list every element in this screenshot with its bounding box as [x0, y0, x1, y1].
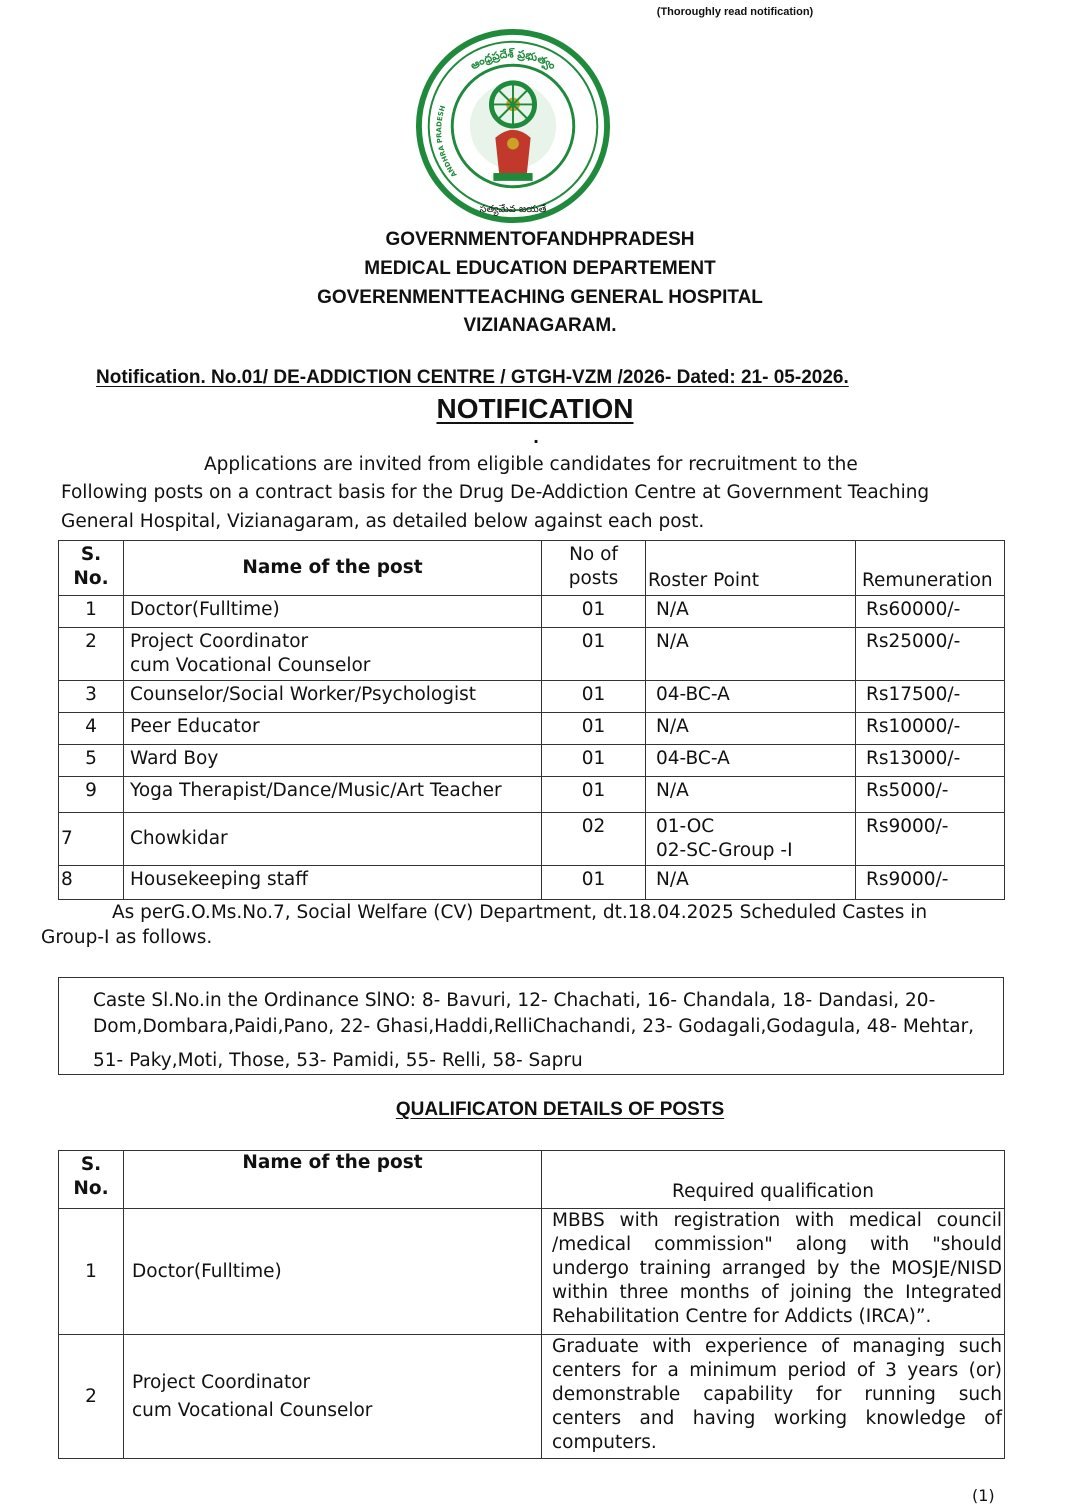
row-sno: 7 — [59, 813, 124, 866]
seal-motto: సత్యమేవ జయతే — [479, 204, 547, 216]
ordinance-line-1: Caste Sl.No.in the Ordinance SlNO: 8- Bavuri, 12- Chachati, 16- Chandala, 18- Dandasi, 20- — [93, 990, 936, 1011]
col-count-header: No of posts — [542, 541, 646, 596]
ordinance-line-3: 51- Paky,Moti, Those, 53- Pamidi, 55- Relli, 58- Sapru — [93, 1050, 583, 1071]
row-roster-point: 04-BC-A — [646, 745, 856, 777]
andhra-pradesh-emblem-icon — [415, 28, 611, 224]
qualification-table-header — [59, 1151, 1005, 1209]
row-roster-line: 01-OC — [656, 816, 715, 837]
header-line-2: MEDICAL EDUCATION DEPARTEMENT — [364, 258, 716, 279]
row-roster-point: N/A — [646, 777, 856, 813]
table-row — [59, 596, 1005, 628]
row-remuneration: Rs25000/- — [856, 628, 1005, 681]
qualification-line: within three months of joining the Integrated — [552, 1282, 1002, 1303]
qualification-line: demonstrable capability for running such — [552, 1384, 1002, 1405]
intro-line-3: General Hospital, Vizianagaram, as detailed below against each post. — [61, 511, 705, 532]
read-notice: (Thoroughly read notification) — [656, 6, 814, 18]
qrow-post-name — [124, 1335, 542, 1459]
row-roster-point: N/A — [646, 628, 856, 681]
row-sno: 4 — [59, 713, 124, 745]
qualification-line: centers and having working knowledge of — [552, 1408, 1002, 1429]
qrow-post-name — [124, 1209, 542, 1335]
qrow-sno: 2 — [59, 1335, 124, 1459]
row-remuneration: Rs5000/- — [856, 777, 1005, 813]
posts-table — [58, 540, 1005, 900]
notification-title: NOTIFICATION — [436, 393, 634, 424]
row-remuneration: Rs10000/- — [856, 713, 1005, 745]
qualification-line: /medical commission" along with "should — [552, 1234, 1002, 1255]
page-number: (1) — [972, 1486, 995, 1505]
qualification-line: Graduate with experience of managing such — [552, 1336, 1002, 1357]
row-post-name: Yoga Therapist/Dance/Music/Art Teacher — [124, 777, 542, 813]
qualification-heading: QUALIFICATON DETAILS OF POSTS — [395, 1099, 725, 1120]
seal-top-text: ఆంధ్రప్రదేశ్ ప్రభుత్వం — [468, 47, 558, 73]
table-row — [59, 713, 1005, 745]
qrow-required-qualification — [542, 1335, 1005, 1459]
header-line-1: GOVERNMENTOFANDHPRADESH — [385, 229, 695, 250]
row-post-name — [124, 628, 542, 681]
row-remuneration: Rs13000/- — [856, 745, 1005, 777]
row-remuneration: Rs9000/- — [856, 813, 1005, 866]
col-name-header: Name of the post — [124, 541, 542, 596]
header-line-3: GOVERENMENTTEACHING GENERAL HOSPITAL — [317, 287, 763, 308]
row-sno: 8 — [59, 866, 124, 900]
row-post-name-line: Project Coordinator — [130, 631, 309, 652]
posts-table-header — [59, 541, 1005, 596]
row-remuneration: Rs17500/- — [856, 681, 1005, 713]
qualification-table — [58, 1150, 1005, 1459]
table-row — [59, 1335, 1005, 1459]
row-roster-point: N/A — [646, 866, 856, 900]
qualification-line: computers. — [552, 1432, 657, 1453]
ordinance-line-2: Dom,Dombara,Paidi,Pano, 22- Ghasi,Haddi,RelliChachandi, 23- Godagali,Godagula, 48- Mehtar, — [93, 1016, 975, 1037]
row-post-count: 01 — [542, 596, 646, 628]
table-row — [59, 813, 1005, 866]
row-roster-point: N/A — [646, 596, 856, 628]
row-remuneration: Rs9000/- — [856, 866, 1005, 900]
qrow-post-name-line: cum Vocational Counselor — [132, 1399, 373, 1421]
row-roster-point: 04-BC-A — [646, 681, 856, 713]
qcol-sno-header: S. No. — [59, 1151, 124, 1209]
row-post-count: 01 — [542, 866, 646, 900]
row-post-count: 01 — [542, 628, 646, 681]
row-post-name: Counselor/Social Worker/Psychologist — [124, 681, 542, 713]
row-post-name: Doctor(Fulltime) — [124, 596, 542, 628]
row-sno: 2 — [59, 628, 124, 681]
go-note-line-2: Group-I as follows. — [41, 927, 213, 948]
go-note-line-1: As perG.O.Ms.No.7, Social Welfare (CV) Department, dt.18.04.2025 Scheduled Castes in — [112, 902, 928, 923]
row-remuneration: Rs60000/- — [856, 596, 1005, 628]
row-post-count: 01 — [542, 745, 646, 777]
qrow-post-name-line: Project Coordinator — [132, 1371, 311, 1393]
table-row — [59, 777, 1005, 813]
col-roster-header: Roster Point — [646, 541, 856, 596]
dot-mark: . — [533, 428, 540, 447]
row-sno: 5 — [59, 745, 124, 777]
row-sno: 9 — [59, 777, 124, 813]
seal-left-text: ANDHRA PRADESH — [435, 104, 459, 179]
row-roster-point — [646, 813, 856, 866]
qrow-required-qualification — [542, 1209, 1005, 1335]
table-row — [59, 1209, 1005, 1335]
header-line-4: VIZIANAGARAM. — [463, 315, 617, 336]
row-sno: 3 — [59, 681, 124, 713]
row-post-name: Housekeeping staff — [124, 866, 542, 900]
row-post-name: Ward Boy — [124, 745, 542, 777]
col-sno-header: S. No. — [59, 541, 124, 596]
table-row — [59, 866, 1005, 900]
table-row — [59, 681, 1005, 713]
row-roster-line: 02-SC-Group -I — [656, 840, 793, 861]
row-post-name-line: cum Vocational Counselor — [130, 655, 371, 676]
ordinance-box — [58, 977, 1004, 1075]
row-post-name: Peer Educator — [124, 713, 542, 745]
qualification-line: Rehabilitation Centre for Addicts (IRCA)”. — [552, 1306, 932, 1327]
table-row — [59, 628, 1005, 681]
qrow-post-name-line: Doctor(Fulltime) — [132, 1260, 282, 1282]
qualification-line: undergo training arranged by the MOSJE/NISD — [552, 1258, 1002, 1279]
qcol-qualification-header: Required qualification — [542, 1151, 1005, 1209]
row-sno: 1 — [59, 596, 124, 628]
qcol-name-header: Name of the post — [124, 1151, 542, 1209]
qrow-sno: 1 — [59, 1209, 124, 1335]
row-roster-point: N/A — [646, 713, 856, 745]
notification-number: Notification. No.01/ DE-ADDICTION CENTRE / GTGH-VZM /2026- Dated: 21- 05-2026. — [96, 367, 849, 388]
table-row — [59, 745, 1005, 777]
row-post-name: Chowkidar — [124, 813, 542, 866]
qualification-line: centers for a minimum period of 3 years (or) — [552, 1360, 1002, 1381]
row-post-count: 02 — [542, 813, 646, 866]
row-post-count: 01 — [542, 681, 646, 713]
intro-line-2: Following posts on a contract basis for the Drug De-Addiction Centre at Government Teaching — [61, 482, 930, 503]
intro-line-1: Applications are invited from eligible candidates for recruitment to the — [204, 454, 858, 475]
qualification-line: MBBS with registration with medical council — [552, 1210, 1002, 1231]
row-post-count: 01 — [542, 777, 646, 813]
col-remuneration-header: Remuneration — [856, 541, 1005, 596]
row-post-count: 01 — [542, 713, 646, 745]
